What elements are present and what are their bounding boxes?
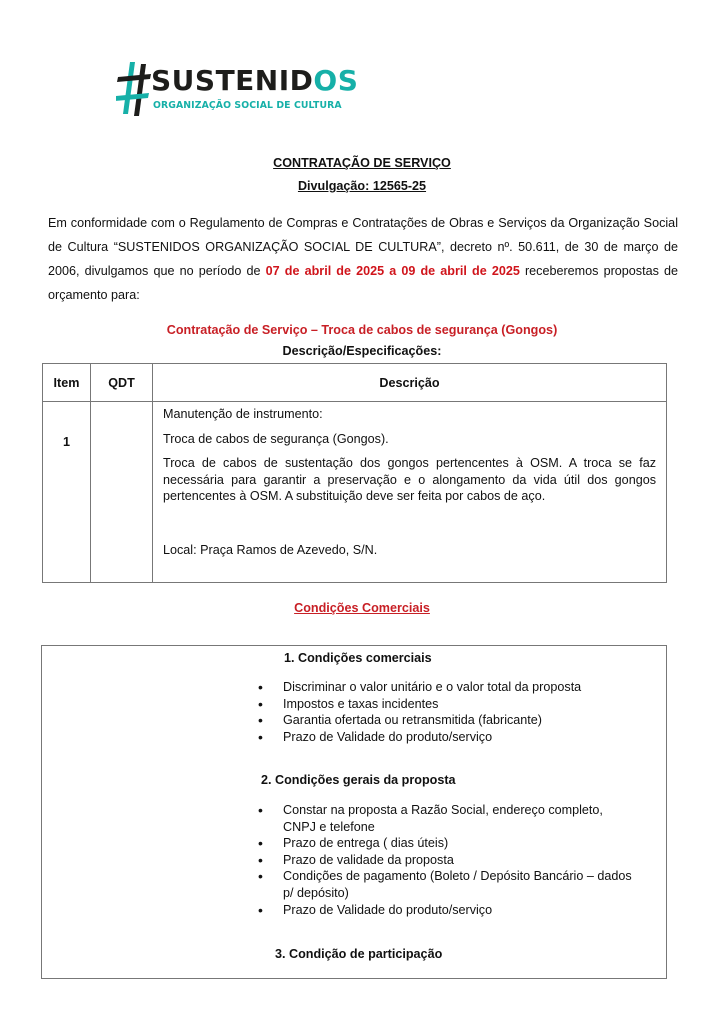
item-description [153,402,667,583]
list-item: • Prazo de Validade do produto/serviço [258,902,638,919]
table-header-row [43,364,667,402]
section-1-title: 1. Condições comerciais [284,651,432,665]
description-line: Manutenção de instrumento: [163,407,323,421]
items-table [42,363,667,583]
header-item: Item [43,364,91,402]
section-2-title: 2. Condições gerais da proposta [261,773,456,787]
section-1-list [258,679,638,745]
list-item: • Prazo de entrega ( dias úteis) [258,835,638,852]
conditions-box [41,645,667,979]
list-item: • Impostos e taxas incidentes [258,696,638,713]
description-title: Descrição/Especificações: [282,344,442,358]
list-item: • Constar na proposta a Razão Social, endereço completo, CNPJ e telefone [258,802,638,835]
document-title: CONTRATAÇÃO DE SERVIÇO [273,156,451,170]
list-item: • Garantia ofertada ou retransmitida (fabricante) [258,712,638,729]
list-item: • Condições de pagamento (Boleto / Depósito Bancário – dados p/ depósito) [258,868,638,901]
item-number: 1 [43,402,91,583]
list-item: • Prazo de validade da proposta [258,852,638,869]
section-3-title: 3. Condição de participação [275,947,443,961]
section-2-list [258,802,638,918]
proposal-period: 07 de abril de 2025 a 09 de abril de 2025 [265,264,520,278]
header-description: Descrição [153,364,667,402]
commercial-conditions-title: Condições Comerciais [294,601,430,615]
table-row [43,402,667,583]
description-line: Troca de cabos de sustentação dos gongos pertencentes à OSM. A troca se faz necessária para garantir a preservação e o alongamento da vida útil dos gongos pertencentes à OSM. A substituição deve ser feita por cabos de aço. [163,456,656,503]
logo-wordmark: SUSTENIDOS [151,64,359,97]
item-quantity [91,402,153,583]
intro-paragraph: Em conformidade com o Regulamento de Compras e Contratações de Obras e Serviços da Organização Social de Cultura “SUSTENIDOS ORGANIZAÇÃO SOCIAL DE CULTURA”, decreto nº. 50.611, de 30 de março de 2006, divulgamos que no período de 07 de abril de 2025 a 09 de abril de 2025 receberemos propostas de orçamento para: [48,216,678,302]
description-location: Local: Praça Ramos de Azevedo, S/N. [163,542,378,557]
list-item: • Discriminar o valor unitário e o valor total da proposta [258,679,638,696]
logo-subtitle: ORGANIZAÇÃO SOCIAL DE CULTURA [153,100,342,111]
list-item: • Prazo de Validade do produto/serviço [258,729,638,746]
service-title: Contratação de Serviço – Troca de cabos de segurança (Gongos) [166,323,558,337]
header-qdt: QDT [91,364,153,402]
disclosure-number: Divulgação: 12565-25 [297,179,427,193]
description-line: Troca de cabos de segurança (Gongos). [163,431,389,446]
